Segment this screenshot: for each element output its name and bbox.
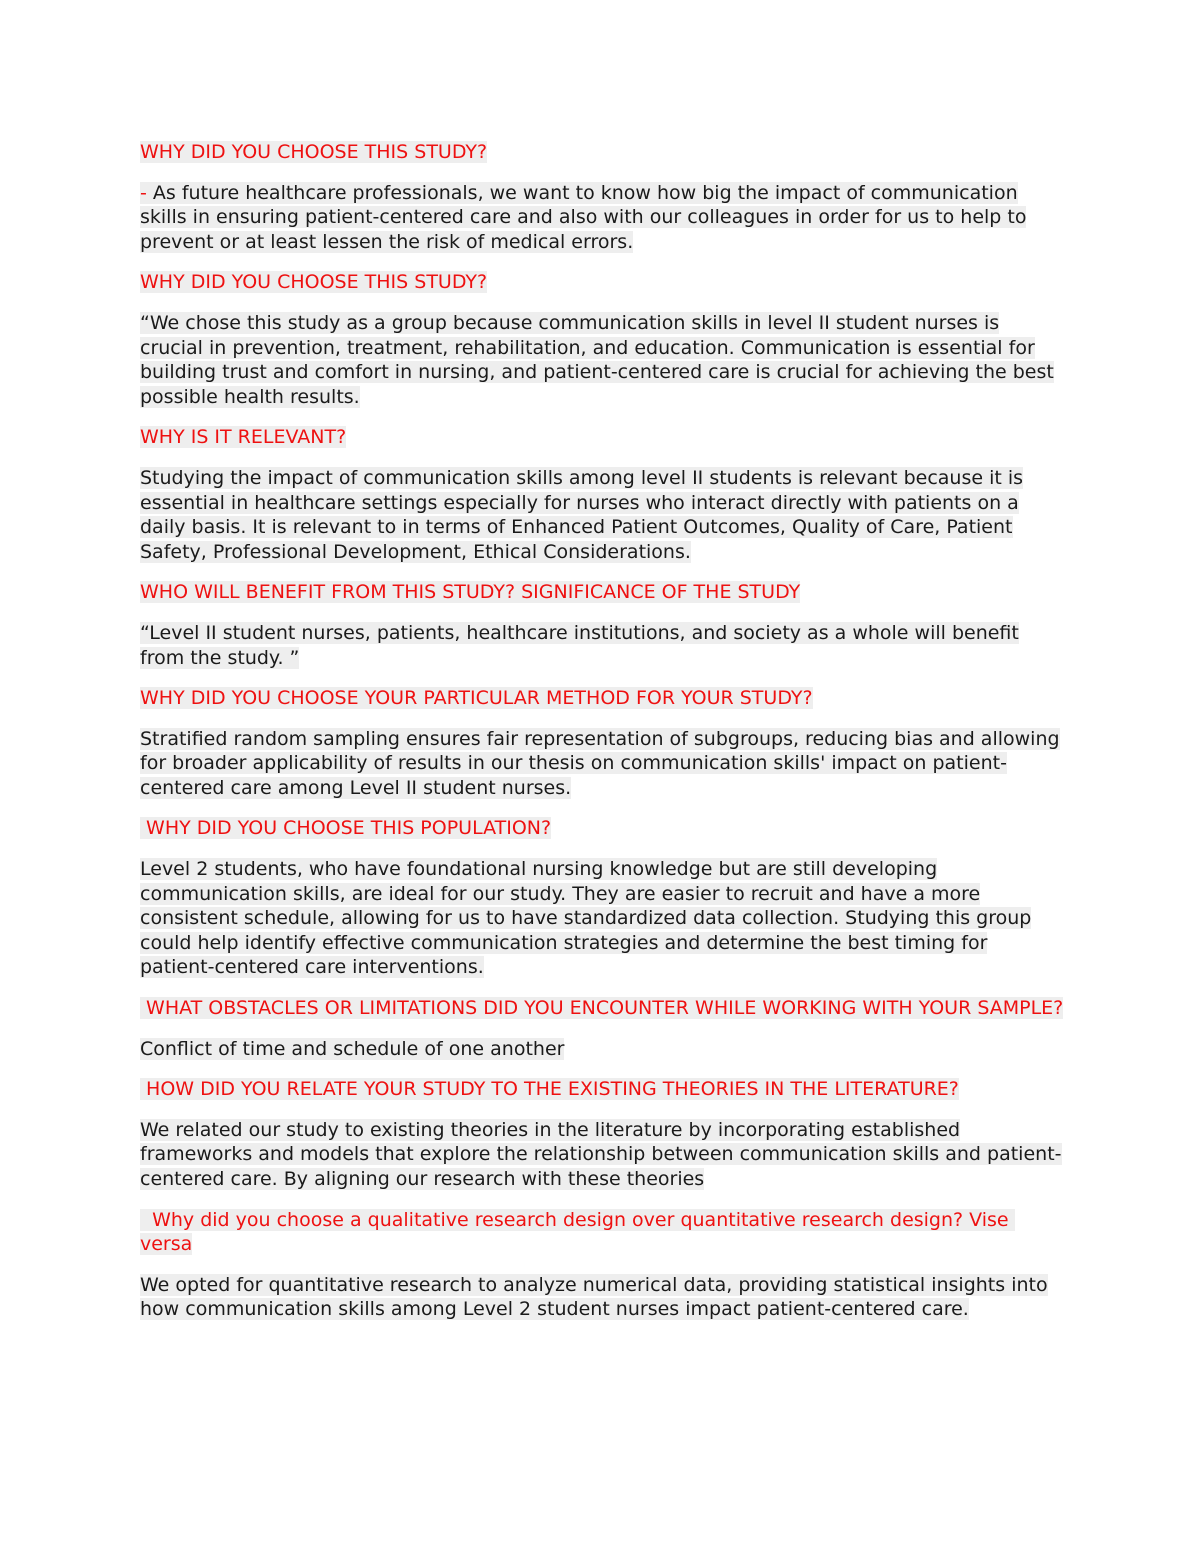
answer-text: Conflict of time and schedule of one another (140, 1037, 565, 1060)
answer-paragraph (140, 181, 1065, 255)
answer-text: “We chose this study as a group because communication skills in level II student nurses is crucial in prevention, treatment, rehabilitation, and education. Communication is essential for building trust and comfort in nursing, and patient-centered care is crucial for achieving the best possible health results. (140, 311, 1054, 408)
answer-paragraph (140, 621, 1065, 670)
question-text: HOW DID YOU RELATE YOUR STUDY TO THE EXISTING THEORIES IN THE LITERATURE? (140, 1078, 959, 1101)
question-heading (140, 1077, 1065, 1102)
question-heading (140, 686, 1065, 711)
question-heading (140, 270, 1065, 295)
question-heading (140, 580, 1065, 605)
answer-paragraph (140, 311, 1065, 409)
question-heading (140, 1208, 1065, 1257)
answer-text: Stratified random sampling ensures fair representation of subgroups, reducing bias and allowing for broader applicability of results in our thesis on communication skills' impact on patient-centered care among Level II student nurses. (140, 727, 1060, 799)
answer-text: Level 2 students, who have foundational nursing knowledge but are still developing communication skills, are ideal for our study. They are easier to recruit and have a more consistent schedule, allowing for us to have standardized data collection. Studying this group could help identify effective communication strategies and determine the best timing for patient-centered care interventions. (140, 858, 1032, 979)
answer-paragraph (140, 1118, 1065, 1192)
answer-paragraph (140, 727, 1065, 801)
document-page (140, 140, 1065, 1338)
question-heading (140, 140, 1065, 165)
answer-paragraph (140, 1273, 1065, 1322)
answer-text: Studying the impact of communication skills among level II students is relevant because it is essential in healthcare settings especially for nurses who interact directly with patients on a daily basis. It is relevant to in terms of Enhanced Patient Outcomes, Quality of Care, Patient Safety, Professional Development, Ethical Considerations. (140, 466, 1024, 563)
question-text: WHY DID YOU CHOOSE THIS STUDY? (140, 141, 488, 163)
answer-text: We related our study to existing theories in the literature by incorporating established frameworks and models that explore the relationship between communication skills and patient-centered care. By aligning our research with these theories (140, 1118, 1062, 1190)
question-text: WHY IS IT RELEVANT? (140, 426, 347, 449)
answer-text: We opted for quantitative research to analyze numerical data, providing statistical insights into how communication skills among Level 2 student nurses impact patient-centered care. (140, 1273, 1048, 1321)
answer-paragraph (140, 466, 1065, 564)
question-heading (140, 816, 1065, 841)
answer-text: As future healthcare professionals, we want to know how big the impact of communication skills in ensuring patient-centered care and also with our colleagues in order for us to help to prevent or at least lessen the risk of medical errors. (140, 181, 1027, 253)
question-text: Why did you choose a qualitative research design over quantitative research design? Vise versa (140, 1208, 1015, 1256)
answer-text: “Level II student nurses, patients, healthcare institutions, and society as a whole will benefit from the study. ” (140, 621, 1019, 669)
question-text: WHO WILL BENEFIT FROM THIS STUDY? SIGNIFICANCE OF THE STUDY (140, 581, 801, 604)
question-text: WHY DID YOU CHOOSE THIS STUDY? (140, 271, 488, 294)
answer-paragraph (140, 1037, 1065, 1062)
question-heading (140, 996, 1065, 1021)
question-text: WHY DID YOU CHOOSE THIS POPULATION? (140, 817, 552, 840)
question-heading (140, 425, 1065, 450)
question-text: WHAT OBSTACLES OR LIMITATIONS DID YOU ENCOUNTER WHILE WORKING WITH YOUR SAMPLE? (140, 997, 1064, 1020)
dash-prefix: - (140, 181, 153, 204)
question-text: WHY DID YOU CHOOSE YOUR PARTICULAR METHOD FOR YOUR STUDY? (140, 687, 813, 710)
answer-paragraph (140, 857, 1065, 980)
